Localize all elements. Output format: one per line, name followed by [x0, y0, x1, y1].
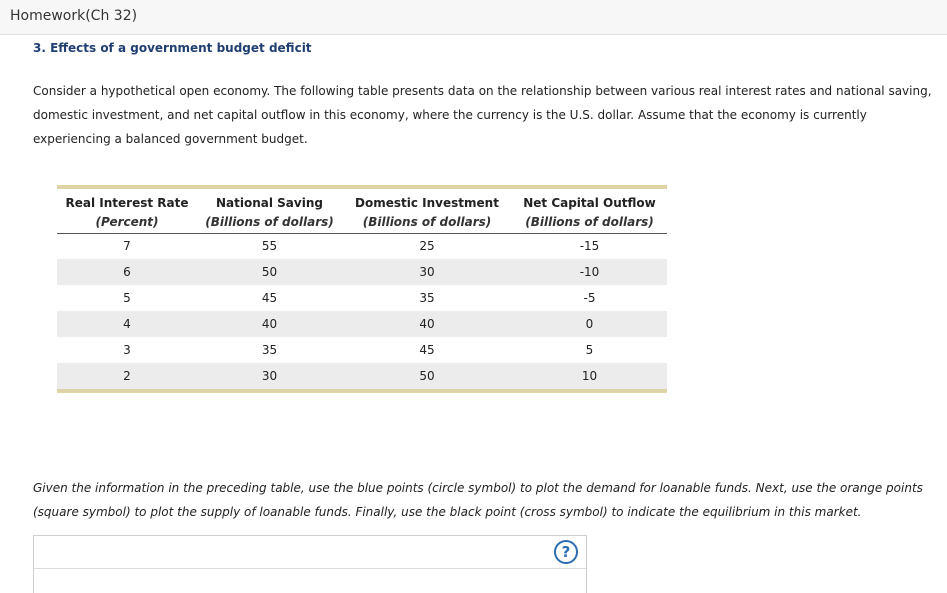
- question-title: 3. Effects of a government budget deficit: [33, 41, 312, 55]
- header-national-saving: National Saving: [216, 195, 323, 210]
- table-row: [57, 285, 667, 311]
- table-row: [57, 337, 667, 363]
- table-cell: 2: [57, 363, 197, 389]
- help-icon[interactable]: ?: [554, 540, 578, 564]
- table-cell: 0: [512, 311, 667, 337]
- table-cell: 35: [261, 343, 278, 357]
- table-cell: 10: [512, 363, 667, 389]
- table-cell: 25: [419, 239, 435, 254]
- header-domestic-investment: Domestic Investment: [355, 195, 499, 210]
- table-cell: -10: [512, 259, 667, 285]
- table-cell: 45: [261, 291, 278, 305]
- graph-panel[interactable]: [33, 535, 587, 593]
- table-subheader-row: [57, 211, 667, 233]
- subheader-percent: (Percent): [57, 211, 197, 233]
- table-cell: 55: [261, 239, 278, 254]
- table-cell: 6: [57, 259, 197, 285]
- table-row: [57, 363, 667, 389]
- table-cell: 45: [419, 343, 435, 357]
- table-cell: 50: [342, 363, 512, 389]
- table-row: [57, 259, 667, 285]
- question-intro: Consider a hypothetical open economy. The following table presents data on the relationship between various real interest rates and national saving, domestic investment, and net capital outflow in this economy, where the currency is the U.S. dollar. Assume that the economy is currently experiencing a balanced government budget.: [33, 84, 932, 146]
- table-cell: 30: [342, 259, 512, 285]
- subheader-outflow-units: (Billions of dollars): [512, 211, 667, 233]
- subheader-investment-units: (Billions of dollars): [342, 211, 512, 233]
- table-cell: 50: [197, 259, 342, 285]
- assignment-title: Homework(Ch 32): [10, 8, 138, 24]
- table-cell: -5: [583, 291, 596, 305]
- table-cell: 40: [342, 311, 512, 337]
- data-table-container: [57, 185, 667, 393]
- graph-panel-divider: [34, 568, 586, 569]
- table-cell: 40: [197, 311, 342, 337]
- table-cell: 5: [123, 291, 131, 305]
- table-header-row: [57, 189, 667, 211]
- header-net-capital-outflow: Net Capital Outflow: [523, 195, 656, 210]
- table-cell: 3: [123, 343, 131, 357]
- table-cell: 5: [585, 343, 594, 357]
- table-cell: 7: [123, 239, 131, 254]
- table-row: [57, 311, 667, 337]
- table-bottom-rule: [57, 389, 667, 393]
- table-cell: 35: [419, 291, 435, 305]
- data-table: [57, 189, 667, 389]
- subheader-saving-units: (Billions of dollars): [197, 211, 342, 233]
- graph-instructions: Given the information in the preceding table, use the blue points (circle symbol) to plot the demand for loanable funds. Next, use the orange points (square symbol) to plot the supply of loanable funds. Finally, use the black point (cross symbol) to indicate the equilibrium in this market.: [33, 481, 923, 519]
- table-cell: 30: [197, 363, 342, 389]
- top-header: [0, 0, 947, 35]
- table-cell: 4: [57, 311, 197, 337]
- header-real-interest-rate: Real Interest Rate: [65, 195, 189, 210]
- table-cell: -15: [579, 239, 600, 254]
- table-row: [57, 233, 667, 259]
